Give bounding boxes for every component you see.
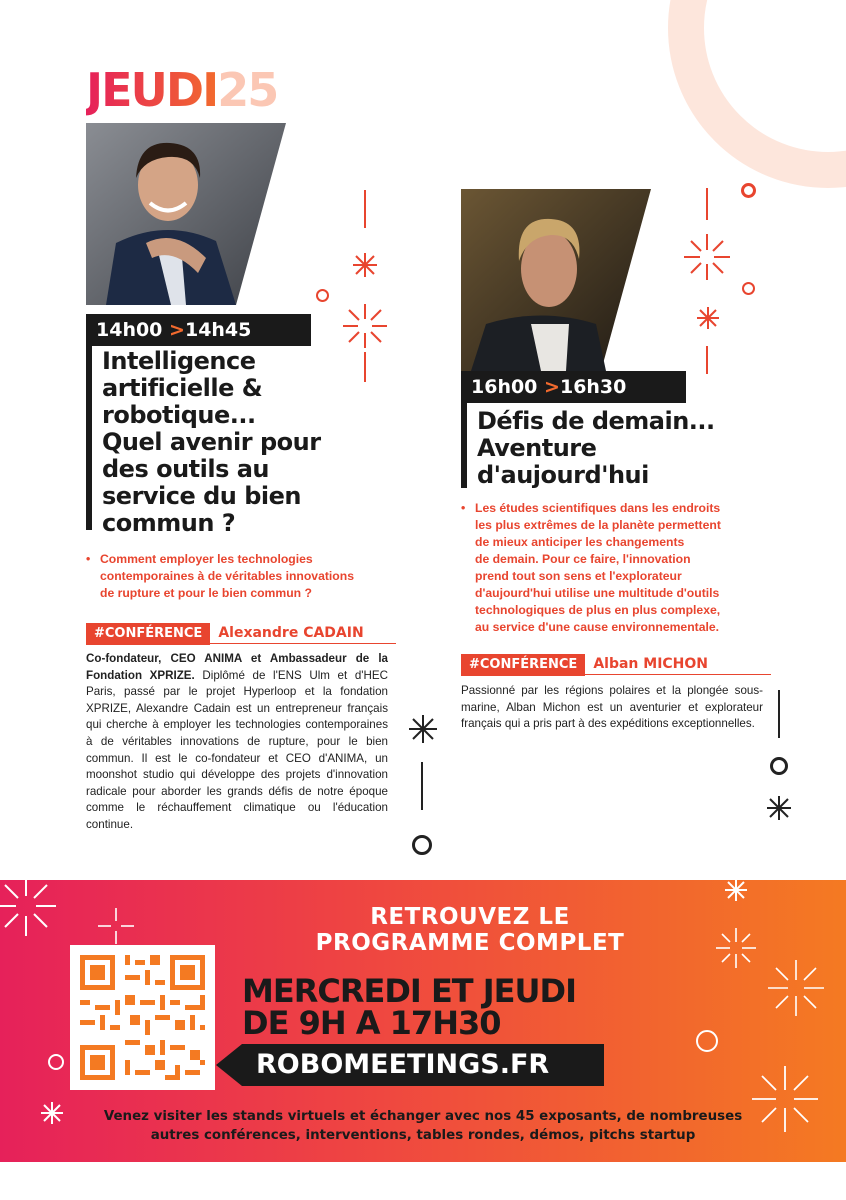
session2-time — [461, 371, 686, 403]
decorative-circle — [770, 757, 788, 775]
decorative-line — [421, 762, 423, 810]
session2-bullet-line: les plus extrêmes de la planète permettent — [475, 518, 721, 532]
speaker-photo-cadain — [86, 123, 286, 305]
session1-bullet-line: • Comment employer les technologies — [100, 552, 313, 566]
banner-date-line: MERCREDI ET JEUDI — [242, 972, 576, 1010]
session1-title-line: robotique... — [102, 401, 256, 429]
banner-date-line: DE 9H A 17H30 — [242, 1004, 501, 1042]
session1-title-line: commun ? — [102, 509, 236, 537]
session2-bio — [461, 683, 763, 733]
session2-bullet — [461, 500, 771, 636]
program-banner — [0, 880, 846, 1162]
sparkle-icon — [766, 795, 792, 821]
banner-footer — [40, 1107, 806, 1145]
session1-speaker: Alexandre CADAIN — [218, 625, 364, 641]
banner-title-line: RETROUVEZ LE — [370, 904, 570, 930]
banner-title-line: PROGRAMME COMPLET — [315, 930, 625, 956]
session1-title — [102, 348, 392, 537]
decorative-line — [706, 188, 708, 220]
banner-dates — [242, 972, 742, 1042]
session2-time-start: 16h00 — [471, 376, 538, 398]
session1-bio-text: Diplômé de l'ENS Ulm et d'HEC Paris, passé par le projet Hyperloop et la fondation XPRIZE, Alexandre Cadain est un entrepreneur français qui cherche à employer les technologies contemporaines à de véritables innovations de rupture, pour le bien commun. Il est le co-fondateur et CEO d'ANIMA, un moonshot studio qui développe des projets d'innovation radicale pour aborder les grands défis de notre époque comme le réchauffement climatique ou l'éducation continue. — [86, 668, 388, 831]
banner-footer-line: Venez visiter les stands virtuels et échanger avec nos 45 exposants, de nombreuses — [103, 1109, 743, 1124]
sparkle-icon — [343, 304, 387, 348]
decorative-line — [364, 352, 366, 382]
session1-time-start: 14h00 — [96, 319, 163, 341]
sparkle-icon — [684, 234, 730, 280]
decorative-circle — [412, 835, 432, 855]
sparkle-icon — [352, 252, 378, 278]
url-arrow-icon — [214, 1044, 242, 1086]
decorative-line — [706, 346, 708, 374]
session1-time-end: 14h45 — [184, 319, 252, 341]
session2-bullet-line: prend tout son sens et l'explorateur — [475, 569, 682, 583]
decorative-circle — [316, 289, 329, 302]
session2-title — [477, 408, 777, 489]
session2-bullet-line: de demain. Pour ce faire, l'innovation — [475, 552, 691, 566]
session1-title-line: Intelligence — [102, 347, 256, 375]
website-url[interactable]: ROBOMEETINGS.FR — [256, 1049, 550, 1080]
session1-title-line: service du bien — [102, 482, 302, 510]
session2-title-line: d'aujourd'hui — [477, 461, 649, 489]
session2-bullet-line: de mieux anticiper les changements — [475, 535, 685, 549]
session2-speaker: Alban MICHON — [593, 656, 709, 672]
session2-bullet-line: technologiques de plus en plus complexe, — [475, 603, 721, 617]
session2-title-line: Aventure — [477, 434, 597, 462]
sparkle-icon — [98, 908, 134, 944]
sparkle-icon — [716, 928, 756, 968]
session2-tag-row — [461, 653, 771, 675]
session2-time-end: 16h30 — [559, 376, 627, 398]
sparkle-icon — [408, 714, 438, 744]
decorative-line — [778, 690, 780, 738]
day-number: 25 — [217, 63, 278, 117]
decorative-circle — [741, 183, 756, 198]
session1-bullet — [86, 551, 396, 602]
speaker-photo-michon — [461, 189, 651, 371]
session1-title-line: Quel avenir pour — [102, 428, 321, 456]
session1-bullet-line: de rupture et pour le bien commun ? — [100, 586, 312, 600]
sparkle-icon — [724, 880, 748, 902]
session1-bullet-line: contemporaines à de véritables innovations — [100, 569, 354, 583]
session1-title-line: des outils au — [102, 455, 270, 483]
website-link[interactable] — [242, 1044, 604, 1086]
session1-tag: #CONFÉRENCE — [86, 623, 210, 645]
session2-time-sep: > — [544, 376, 560, 398]
session1-time — [86, 314, 311, 346]
decorative-line — [364, 190, 366, 228]
day-heading — [86, 62, 277, 118]
session1-title-bar — [86, 346, 92, 530]
banner-footer-line: autres conférences, interventions, tables rondes, démos, pitchs startup — [150, 1128, 696, 1143]
session2-bullet-line: au service d'une cause environnementale. — [475, 620, 720, 634]
session2-bullet-line: d'aujourd'hui utilise une multitude d'outils — [475, 586, 720, 600]
session1-bio — [86, 651, 388, 834]
day-label: JEUDI — [86, 63, 218, 117]
session1-bio-bold: Co-fondateur, CEO ANIMA et Ambassadeur de la Fondation XPRIZE. — [86, 652, 388, 682]
decorative-circle — [48, 1054, 64, 1070]
session2-title-line: Défis de demain... — [477, 407, 715, 435]
session1-title-line: artificielle & — [102, 374, 263, 402]
session2-title-bar — [461, 403, 467, 488]
sparkle-icon — [0, 880, 56, 936]
session2-tag: #CONFÉRENCE — [461, 654, 585, 676]
session2-bio-text: Passionné par les régions polaires et la plongée sous-marine, Alban Michon est un aventurier et explorateur français qui a pris part à des expéditions exceptionnelles. — [461, 684, 763, 731]
sparkle-icon — [768, 960, 824, 1016]
qr-code[interactable] — [70, 945, 215, 1090]
session2-bullet-line: • Les études scientifiques dans les endroits — [475, 501, 721, 515]
decorative-ring — [668, 0, 846, 188]
session1-tag-row — [86, 622, 396, 644]
banner-title — [220, 904, 720, 956]
decorative-circle — [742, 282, 755, 295]
sparkle-icon — [696, 306, 720, 330]
session1-time-sep: > — [169, 319, 185, 341]
